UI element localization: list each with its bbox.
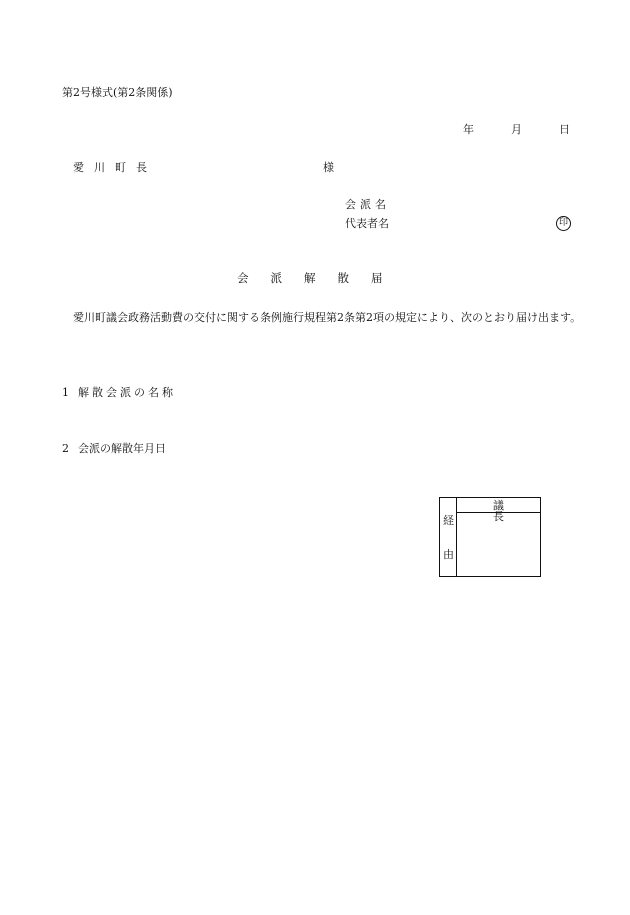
honorific: 様 — [323, 161, 334, 174]
routing-side-column — [440, 498, 457, 576]
date-year-label: 年 — [463, 123, 474, 136]
recipient: 愛川町長 — [73, 161, 157, 174]
routing-header-cell — [457, 498, 540, 523]
date-day-label: 日 — [559, 123, 570, 136]
routing-stamp-box — [439, 497, 541, 577]
routing-side-top: 経 — [443, 514, 454, 527]
item-2-number: 2 — [62, 442, 69, 455]
item-2 — [62, 443, 166, 454]
body-text: 愛川町議会政務活動費の交付に関する条例施行規程第2条第2項の規定により、次のとおり届け出ます。 — [73, 311, 582, 324]
item-1 — [62, 387, 176, 398]
form-number: 第2号様式(第2条関係) — [62, 86, 173, 99]
seal-mark: 印 — [556, 216, 571, 231]
item-2-label: 会派の解散年月日 — [78, 442, 166, 455]
item-1-label: 解散会派の名称 — [78, 386, 176, 399]
faction-name-label: 会派名 — [345, 198, 390, 211]
document-title: 会派解散届 — [237, 271, 405, 285]
date-month-label: 月 — [511, 123, 522, 136]
representative-name-label: 代表者名 — [345, 217, 389, 230]
routing-side-bottom: 由 — [443, 548, 454, 561]
routing-header-label: 議長 — [493, 499, 520, 523]
item-1-number: 1 — [62, 386, 69, 399]
